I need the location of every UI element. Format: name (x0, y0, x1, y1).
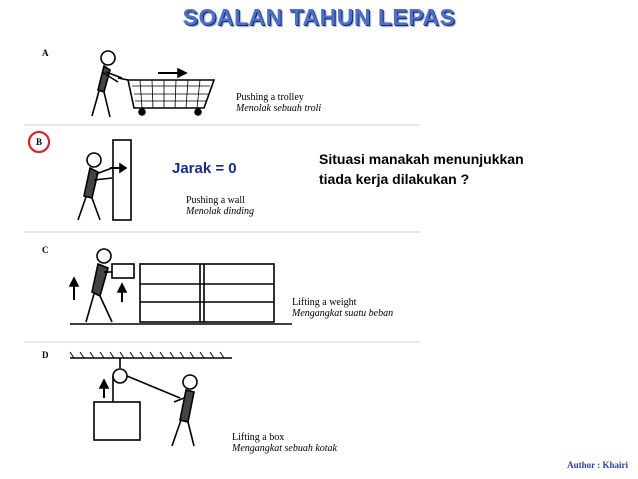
caption-d-ms: Mengangkat sebuah kotak (232, 443, 337, 454)
question-line-2: tiada kerja dilakukan ? (319, 171, 470, 187)
caption-d (232, 432, 337, 454)
lifting-weight-illustration (70, 249, 292, 324)
caption-c-en: Lifting a weight (292, 297, 357, 308)
caption-a-en: Pushing a trolley (236, 92, 304, 103)
caption-a (236, 92, 321, 114)
caption-c (292, 297, 393, 319)
caption-b-en: Pushing a wall (186, 195, 245, 206)
lifting-box-illustration (70, 352, 232, 446)
author-credit: Author : Khairi (567, 460, 628, 470)
caption-b-ms: Menolak dinding (186, 206, 255, 217)
caption-c-ms: Mengangkat suatu beban (292, 308, 394, 319)
question-text (319, 149, 599, 189)
option-letter-b: B (36, 137, 43, 147)
caption-a-ms: Menolak sebuah troli (236, 103, 322, 114)
option-letter-d: D (42, 350, 49, 360)
pushing-wall-illustration (78, 140, 131, 220)
caption-b (186, 195, 254, 217)
distance-annotation: Jarak = 0 (172, 160, 237, 177)
option-letter-c: C (42, 245, 49, 255)
option-letter-a: A (42, 48, 49, 58)
question-line-1: Situasi manakah menunjukkan (319, 151, 524, 167)
caption-d-en: Lifting a box (232, 432, 285, 443)
pushing-trolley-illustration (92, 51, 214, 117)
slide-title: SOALAN TAHUN LEPAS (182, 4, 456, 30)
